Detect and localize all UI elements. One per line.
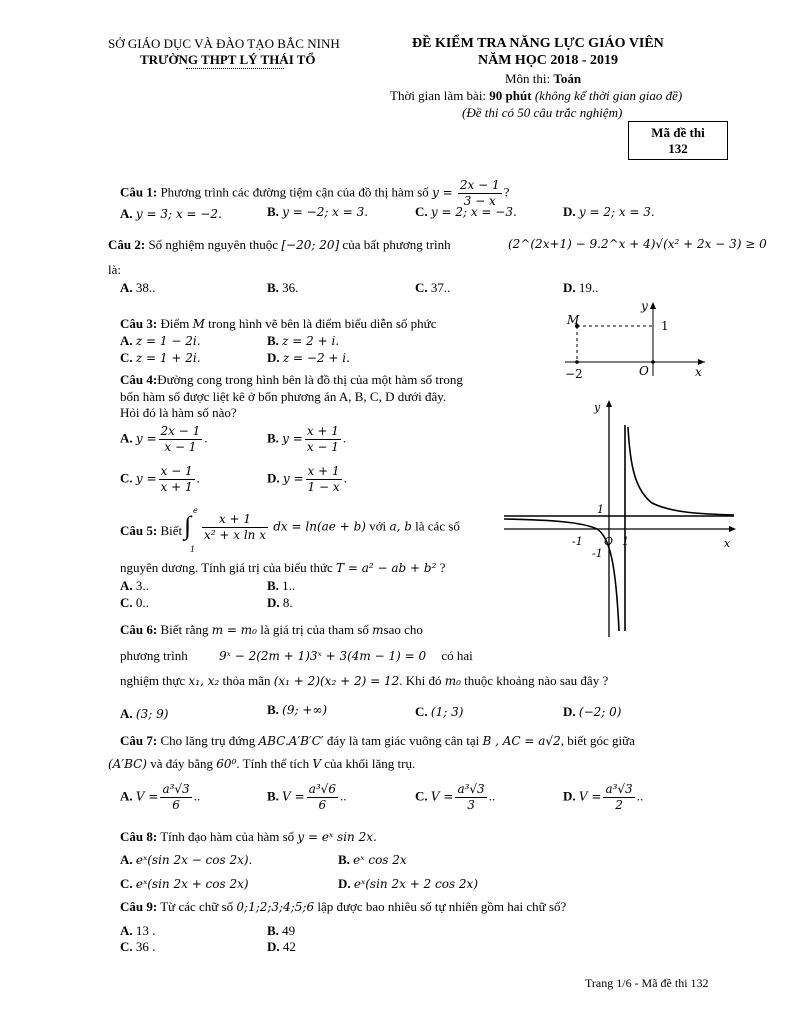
integral-upper: e: [193, 506, 198, 515]
option-a: [120, 333, 201, 349]
option-b: [267, 204, 368, 220]
question-text: Số nghiệm nguyên thuộc: [148, 237, 279, 252]
interval: [−20; 20]: [281, 238, 340, 252]
point-name: M: [192, 317, 205, 331]
option-letter: A.: [120, 578, 133, 593]
option-c: [120, 876, 249, 892]
option-letter: D.: [563, 204, 576, 219]
variable: m: [372, 623, 384, 637]
option-letter: B.: [267, 923, 279, 938]
origin-label: O: [639, 364, 649, 378]
option-letter: B.: [267, 280, 279, 295]
question-text: là các số: [415, 518, 460, 534]
option-b: [267, 782, 346, 813]
option-letter: C.: [120, 876, 133, 891]
subject-line: [505, 71, 581, 87]
exam-year: NĂM HỌC 2018 - 2019: [478, 53, 618, 68]
option-a: [120, 852, 252, 868]
numerator: a³√3: [162, 782, 190, 796]
option-letter: A.: [120, 206, 133, 221]
option-letter: D.: [563, 788, 576, 804]
option-text: 8.: [282, 595, 293, 610]
question-text: Phương trình các đường tiệm cận của đồ thị hàm số: [160, 184, 429, 200]
arrow-icon: [606, 400, 612, 407]
option-letter: D.: [267, 939, 280, 954]
option-letter: B.: [267, 333, 279, 348]
question-label: Câu 7:: [120, 733, 158, 748]
option-letter: D.: [563, 704, 576, 719]
y-label: y: [641, 299, 648, 313]
option-letter: D.: [563, 280, 576, 295]
option-letter: A.: [120, 788, 133, 804]
option-d: [267, 595, 293, 611]
integral-lower: 1: [190, 545, 196, 554]
option-text: 19..: [578, 280, 599, 295]
question-mark: ?: [439, 560, 446, 575]
prism: ABC.A′B′C′: [258, 734, 324, 748]
arrow-icon: [650, 302, 656, 309]
option-letter: B.: [267, 702, 279, 717]
option-letter: A.: [120, 430, 133, 446]
question-text: Cho lăng trụ đứng: [160, 733, 256, 748]
digits: 0;1;2;3;4;5;6: [236, 900, 315, 914]
option-a: [120, 782, 200, 813]
option-text: eˣ(sin 2x + 2 cos 2x): [353, 877, 479, 891]
numerator: a³√3: [457, 782, 485, 796]
exam-code: 132: [668, 141, 688, 156]
question-4: [120, 372, 463, 388]
question-label: Câu 6:: [120, 622, 158, 637]
y-label: y: [594, 401, 601, 414]
one-label: 1: [661, 319, 669, 333]
denominator: x² + x ln x: [204, 528, 266, 542]
question-text: phương trình: [120, 648, 188, 663]
curve-right-branch: [628, 427, 734, 515]
option-c: [120, 939, 155, 955]
variable: V: [312, 757, 322, 771]
variable: m₀: [444, 674, 461, 688]
option-c: [415, 280, 450, 296]
question-4-line2: bốn hàm số được liệt kê ở bốn phương án A, B, C, D dưới đây.: [120, 389, 447, 404]
dept-name: SỞ GIÁO DỤC VÀ ĐÀO TẠO BẮC NINH: [108, 36, 340, 51]
point: [651, 360, 655, 364]
angle: 60⁰: [216, 757, 237, 771]
exam-title: ĐỀ KIỂM TRA NĂNG LỰC GIÁO VIÊN: [412, 36, 664, 51]
option-text: (3; 9): [135, 707, 169, 721]
option-d: D. y = $\frac{x + 1}{1 - x}$ .: [267, 464, 347, 494]
option-text: V =: [282, 789, 305, 804]
exam-code-box: [628, 121, 728, 160]
option-letter: C.: [415, 788, 428, 804]
question-text: trong hình vẽ bên là điểm biểu diễn số phức: [208, 316, 437, 331]
denominator: 3: [467, 798, 475, 812]
subject-label: Môn thi:: [505, 71, 554, 86]
subject-value: Toán: [553, 71, 582, 86]
question-text: . Khi đó: [399, 673, 442, 688]
option-text: (1; 3): [430, 705, 464, 719]
school-name: TRƯỜNG THPT LÝ THÁI TỔ: [140, 52, 316, 67]
variables: a, b: [389, 519, 412, 534]
option-letter: C.: [415, 204, 428, 219]
question-4-line3: Hỏi đó là hàm số nào?: [120, 405, 237, 420]
option-b: [267, 280, 298, 296]
option-a: [120, 578, 149, 594]
option-b: B. y = $\frac{x + 1}{x - 1}$ .: [267, 424, 347, 454]
option-text: y = 2; x = 3.: [578, 205, 655, 219]
option-d: [563, 782, 643, 813]
expression: T = a² − ab + b²: [336, 561, 437, 575]
option-c: [415, 704, 463, 720]
question-text: của bất phương trình: [342, 237, 451, 252]
option-letter: C.: [120, 595, 133, 610]
question-label: Câu 8:: [120, 829, 158, 844]
one-x-label: 1: [622, 535, 629, 548]
time-value: 90 phút: [489, 88, 532, 103]
school-underline: [186, 68, 284, 69]
fraction: [159, 424, 203, 455]
option-letter: C.: [120, 939, 133, 954]
option-letter: A.: [120, 923, 133, 938]
option-a: [120, 206, 222, 222]
fraction: [603, 782, 634, 813]
option-b: [267, 578, 295, 594]
denominator: x + 1: [160, 480, 193, 494]
option-letter: B.: [338, 852, 350, 867]
denominator: 2: [615, 798, 623, 812]
numerator: x + 1: [306, 424, 339, 438]
option-a: [120, 706, 168, 722]
option-text: y = 3; x = −2.: [135, 207, 222, 221]
fraction: [306, 464, 342, 495]
fraction: [159, 464, 195, 495]
question-text: lập được bao nhiêu số tự nhiên gồm hai chữ số?: [317, 899, 567, 914]
arrow-icon: [729, 526, 736, 532]
fraction: [160, 782, 191, 813]
numerator: a³√3: [605, 782, 633, 796]
question-label: Câu 9:: [120, 899, 158, 914]
option-d: [267, 350, 350, 366]
question-text: và đáy bằng: [150, 756, 214, 771]
integral-rhs: dx = ln(ae + b): [273, 519, 366, 534]
question-6-line2: [120, 648, 473, 664]
option-letter: A.: [120, 852, 133, 867]
option-text: eˣ cos 2x: [353, 853, 407, 867]
option-letter: D.: [267, 470, 280, 486]
option-a: [120, 280, 155, 296]
option-text: 37..: [430, 280, 451, 295]
option-text: 49: [282, 923, 296, 938]
fraction: [307, 782, 338, 813]
question-5: [120, 523, 182, 539]
question-label: Câu 5:: [120, 523, 158, 538]
numerator: 2x − 1: [160, 424, 201, 438]
option-letter: A.: [120, 333, 133, 348]
numerator: x + 1: [202, 512, 268, 528]
option-suffix: ..: [636, 788, 644, 804]
denominator: 1 − x: [307, 480, 340, 494]
option-b: [267, 923, 295, 939]
option-d: [563, 280, 598, 296]
time-label: Thời gian làm bài:: [390, 88, 490, 103]
option-b: [267, 702, 327, 718]
question-text: đáy là tam giác vuông cân tại: [326, 733, 480, 748]
option-letter: D.: [267, 350, 280, 365]
option-text: 0..: [135, 595, 149, 610]
option-text: z = 2 + i.: [282, 334, 340, 348]
question-text: Đường cong trong hình bên là đồ thị của một hàm số trong: [157, 372, 463, 387]
minus-one-y-label: -1: [592, 547, 603, 560]
option-letter: B.: [267, 578, 279, 593]
option-letter: C.: [415, 704, 428, 719]
option-suffix: ..: [339, 788, 347, 804]
option-letter: C.: [415, 280, 428, 295]
integral-expression: [200, 512, 460, 543]
denominator: 6: [318, 798, 327, 812]
question-label: Câu 2:: [108, 237, 146, 252]
option-a: [120, 923, 155, 939]
option-c: [120, 595, 149, 611]
x-label: x: [724, 537, 731, 550]
option-c: [415, 204, 517, 220]
fraction: [305, 424, 341, 455]
option-text: 13 .: [135, 923, 156, 938]
denominator: 3 − x: [463, 194, 496, 208]
point: [575, 360, 579, 364]
question-text: Tính đạo hàm của hàm số: [160, 829, 295, 844]
option-text: 38..: [135, 280, 156, 295]
option-letter: B.: [267, 204, 279, 219]
option-text: 1..: [282, 578, 296, 593]
question-text: sao cho: [383, 622, 423, 637]
option-text: eˣ(sin 2x + cos 2x): [135, 877, 249, 891]
numerator: x + 1: [307, 464, 340, 478]
question-text: của khối lăng trụ.: [324, 756, 416, 771]
question-text: nguyên dương. Tính giá trị của biểu thức: [120, 560, 333, 575]
question-text: Biết rằng: [160, 622, 209, 637]
denominator: 6: [172, 798, 180, 812]
option-text: (9; +∞): [282, 703, 328, 717]
question-1: Câu 1: Phương trình các đường tiệm cận của đồ thị hàm số y = $\frac{2x - 1}{3 - x}$ ?: [120, 178, 510, 208]
option-d: [563, 204, 655, 220]
numerator: 2x − 1: [459, 178, 500, 192]
question-text: thuộc khoảng nào sau đây ?: [464, 673, 609, 688]
option-text: z = 1 − 2i.: [135, 334, 201, 348]
question-5-line2: [120, 560, 445, 576]
fraction: [202, 512, 268, 543]
option-letter: D.: [338, 876, 351, 891]
question-label: Câu 4:: [120, 372, 158, 387]
question-text: là giá trị của tham số: [260, 622, 369, 637]
option-text: (−2; 0): [578, 705, 622, 719]
option-text: eˣ(sin 2x − cos 2x).: [135, 853, 253, 867]
question-text: Từ các chữ số: [160, 899, 234, 914]
one-y-label: 1: [597, 503, 604, 516]
complex-plane-figure: [555, 298, 715, 380]
option-letter: C.: [120, 350, 133, 365]
option-letter: B.: [267, 430, 279, 446]
denominator: x − 1: [306, 440, 339, 454]
option-suffix: ..: [488, 788, 496, 804]
option-text: V =: [578, 789, 602, 804]
option-text: z = −2 + i.: [282, 351, 350, 365]
option-letter: D.: [267, 595, 280, 610]
expression: m = m₀: [211, 623, 257, 637]
option-letter: A.: [120, 280, 133, 295]
option-text: 36 .: [135, 939, 156, 954]
option-text: V =: [430, 789, 454, 804]
option-c: [120, 350, 201, 366]
fraction: [455, 782, 486, 813]
question-text: Điểm: [160, 316, 190, 331]
function-graph-figure: [502, 395, 742, 640]
option-text: z = 1 + 2i.: [135, 351, 201, 365]
question-7-line2: [108, 756, 415, 772]
expression: B , AC = a√2: [482, 734, 561, 748]
option-d: [563, 704, 621, 720]
option-c: [415, 782, 495, 813]
option-c: C. y = $\frac{x - 1}{x + 1}$ .: [120, 464, 200, 494]
option-text: 3..: [135, 578, 149, 593]
curve-left-branch: [504, 519, 619, 631]
question-text: . Tính thể tích: [236, 756, 310, 771]
question-9: [120, 899, 566, 915]
option-b: [338, 852, 407, 868]
question-text: Biết: [160, 523, 183, 538]
question-8: [120, 829, 377, 845]
option-a: A. y = $\frac{2x - 1}{x - 1}$ .: [120, 424, 208, 454]
option-suffix: ..: [193, 788, 201, 804]
question-label: Câu 3:: [120, 316, 158, 331]
question-text: thỏa mãn: [222, 673, 271, 688]
option-d: [267, 939, 296, 955]
question-count-note: (Đề thi có 50 câu trắc nghiệm): [462, 105, 623, 120]
question-6-line3: [120, 673, 608, 689]
inequality: (2^(2x+1) − 9.2^x + 4)√(x² + 2x − 3) ≥ 0: [508, 237, 767, 251]
option-text: y = 2; x = −3.: [430, 205, 517, 219]
function: y = eˣ sin 2x.: [297, 830, 377, 844]
plane: (A′BC): [108, 757, 147, 771]
minus-two-label: −2: [565, 367, 583, 380]
question-text: , biết góc giữa: [560, 733, 635, 748]
integral-sign: ∫: [184, 511, 192, 540]
page-footer: Trang 1/6 - Mã đề thi 132: [585, 976, 709, 990]
question-2-cont: là:: [108, 262, 121, 277]
x-label: x: [695, 365, 702, 379]
minus-one-x-label: -1: [572, 535, 583, 548]
option-b: [267, 333, 339, 349]
numerator: x − 1: [160, 464, 193, 478]
origin-label: O: [604, 535, 614, 548]
question-2: [108, 237, 767, 253]
option-letter: B.: [267, 788, 279, 804]
time-line: [390, 88, 682, 104]
numerator: a³√6: [308, 782, 336, 796]
option-letter: C.: [120, 470, 133, 486]
question-text: nghiệm thực: [120, 673, 186, 688]
option-text: 36.: [282, 280, 299, 295]
question-6: [120, 622, 423, 638]
option-d: [338, 876, 478, 892]
exam-code-label: Mã đề thi: [651, 125, 705, 140]
option-text: V =: [135, 789, 159, 804]
question-label: Câu 1:: [120, 184, 158, 200]
question-7: [120, 733, 635, 749]
m-label: M: [567, 313, 580, 327]
denominator: x − 1: [164, 440, 197, 454]
condition: (x₁ + 2)(x₂ + 2) = 12: [273, 674, 400, 688]
option-text: 42: [282, 939, 296, 954]
roots: x₁, x₂: [188, 674, 220, 688]
option-letter: A.: [120, 706, 133, 721]
time-note: (không kể thời gian giao đề): [534, 88, 683, 103]
question-text: có hai: [441, 648, 473, 663]
question-text: với: [369, 518, 387, 534]
equation: 9ˣ − 2(2m + 1)3ˣ + 3(4m − 1) = 0: [218, 649, 427, 663]
question-3: [120, 316, 437, 332]
option-text: y = −2; x = 3.: [282, 205, 369, 219]
